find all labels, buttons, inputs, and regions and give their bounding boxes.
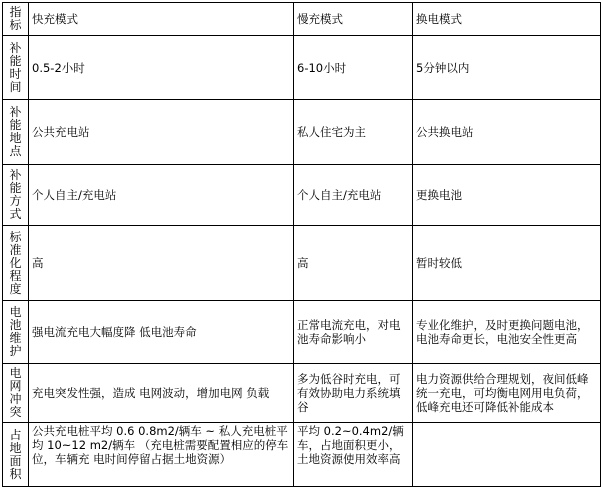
swap-value: 暂时较低 (416, 256, 462, 270)
swap-cell (413, 301, 601, 364)
fast-value: 充电突发性强，造成 电网波动，增加电网 负载 (32, 386, 270, 400)
row-label-cell (3, 301, 29, 364)
row-label: 标准化程度 (9, 229, 22, 296)
swap-value: 专业化维护，及时更换问题电池，电池寿命更长，电池安全性更高 (416, 318, 589, 346)
header-row (3, 3, 601, 36)
fast-cell (29, 100, 294, 165)
row-battery-maintenance (3, 301, 601, 364)
slow-value: 平均 0.2~0.4m2/辆车，占地面积更小，土地资源使用效率高 (297, 424, 404, 466)
row-label: 电池维护 (9, 305, 22, 358)
fast-cell (29, 364, 294, 423)
row-label: 占地面积 (9, 427, 22, 481)
row-land-area (3, 423, 601, 487)
fast-value: 高 (32, 256, 44, 270)
row-label: 补能地点 (9, 105, 22, 158)
row-replenish-method (3, 165, 601, 226)
row-label: 补能时间 (9, 40, 22, 94)
slow-cell (294, 364, 413, 423)
header-swap: 换电模式 (416, 12, 462, 26)
slow-cell (294, 301, 413, 364)
slow-value: 正常电流充电，对电池寿命影响小 (297, 318, 401, 346)
row-label-cell (3, 165, 29, 226)
header-indicator: 指标 (9, 5, 22, 32)
header-fast: 快充模式 (32, 12, 78, 26)
row-label-cell (3, 364, 29, 423)
row-replenish-location (3, 100, 601, 165)
row-standardization (3, 226, 601, 301)
slow-value: 私人住宅为主 (297, 125, 366, 139)
slow-value: 多为低谷时充电，可有效协助电力系统填谷 (297, 372, 401, 414)
row-label-cell (3, 36, 29, 100)
row-label: 电网冲突 (9, 366, 22, 419)
swap-value: 公共换电站 (416, 125, 474, 139)
header-fast-cell (29, 3, 294, 36)
swap-cell (413, 36, 601, 100)
header-indicator-cell (3, 3, 29, 36)
fast-cell (29, 165, 294, 226)
header-slow: 慢充模式 (297, 12, 343, 26)
fast-value: 0.5-2小时 (32, 60, 85, 75)
row-label: 补能方式 (9, 168, 22, 221)
swap-cell (413, 364, 601, 423)
fast-value: 公共充电站 (32, 125, 90, 139)
header-slow-cell (294, 3, 413, 36)
fast-value: 强电流充电大幅度降 低电池寿命 (32, 325, 197, 339)
swap-value: 电力资源供给合理规划，夜间低峰统一充电，可均衡电网用电负荷，低峰充电还可降低补能成本 (416, 372, 589, 414)
swap-cell (413, 100, 601, 165)
swap-cell (413, 226, 601, 301)
row-label-cell (3, 100, 29, 165)
fast-cell (29, 301, 294, 364)
charging-mode-comparison-table (2, 2, 601, 487)
fast-cell (29, 226, 294, 301)
slow-cell (294, 165, 413, 226)
slow-cell (294, 36, 413, 100)
row-replenish-time (3, 36, 601, 100)
row-label-cell (3, 423, 29, 487)
swap-cell (413, 423, 601, 487)
row-label-cell (3, 226, 29, 301)
swap-value: 5分钟以内 (416, 60, 470, 75)
slow-value: 高 (297, 256, 309, 270)
slow-cell (294, 100, 413, 165)
fast-value: 公共充电桩平均 0.6 0.8m2/辆车 ~ 私人充电桩平均 10~12 m2/辆车 （充电桩需要配置相应的停车位，车辆充 电时间停留占据土地资源） (32, 424, 289, 466)
header-swap-cell (413, 3, 601, 36)
fast-cell (29, 423, 294, 487)
fast-value: 个人自主/充电站 (32, 188, 117, 202)
slow-cell (294, 423, 413, 487)
slow-value: 6-10小时 (297, 60, 347, 75)
swap-value: 更换电池 (416, 188, 462, 202)
slow-cell (294, 226, 413, 301)
row-grid-conflict (3, 364, 601, 423)
slow-value: 个人自主/充电站 (297, 188, 382, 202)
swap-cell (413, 165, 601, 226)
fast-cell (29, 36, 294, 100)
